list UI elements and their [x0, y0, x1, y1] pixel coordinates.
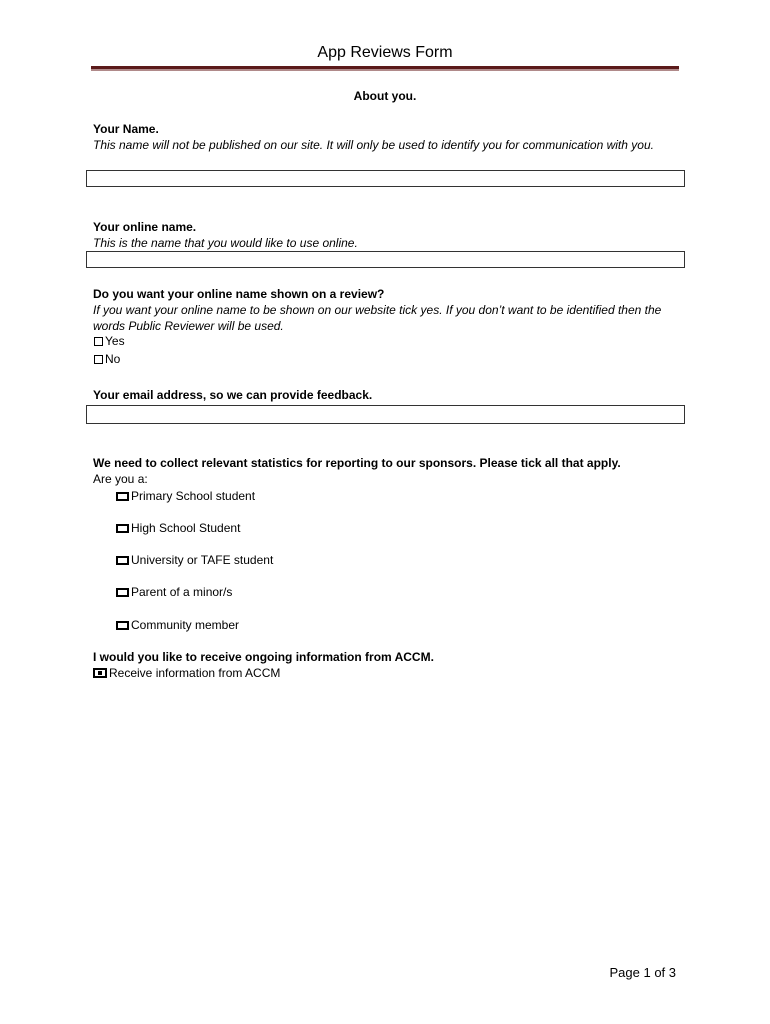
name-input[interactable] — [87, 174, 684, 189]
option-no[interactable] — [94, 352, 120, 366]
online-name-field[interactable] — [86, 251, 685, 268]
stats-prompt: Are you a: — [93, 472, 148, 486]
page-number: Page 1 of 3 — [609, 965, 676, 980]
option-no-label: No — [105, 352, 121, 366]
online-name-label: Your online name. — [93, 220, 197, 234]
option-university[interactable] — [116, 553, 273, 567]
university-label: University or TAFE student — [131, 553, 274, 567]
primary-school-checkbox[interactable] — [116, 492, 129, 501]
stats-label: We need to collect relevant statistics for reporting to our sponsors. Please tick all that apply. — [93, 456, 621, 470]
show-name-hint: If you want your online name to be shown on our website tick yes. If you don’t want to be identified then the words Public Reviewer will be used. — [93, 303, 662, 333]
option-primary-school[interactable] — [116, 489, 255, 503]
no-checkbox[interactable] — [94, 355, 103, 364]
high-school-checkbox[interactable] — [116, 524, 129, 533]
parent-checkbox[interactable] — [116, 588, 129, 597]
form-title: App Reviews Form — [317, 44, 453, 61]
email-label: Your email address, so we can provide feedback. — [93, 388, 373, 402]
online-name-input[interactable] — [87, 255, 684, 270]
option-receive-info[interactable] — [93, 666, 280, 680]
receive-info-checkbox[interactable] — [93, 668, 107, 678]
option-yes[interactable] — [94, 334, 125, 348]
receive-info-label: Receive information from ACCM — [109, 666, 281, 680]
parent-label: Parent of a minor/s — [131, 585, 233, 599]
info-label: I would you like to receive ongoing information from ACCM. — [93, 650, 434, 664]
primary-school-label: Primary School student — [131, 489, 256, 503]
option-community[interactable] — [116, 618, 239, 632]
name-label: Your Name. — [93, 122, 159, 136]
option-yes-label: Yes — [105, 334, 125, 348]
email-input[interactable] — [87, 408, 684, 425]
name-field[interactable] — [86, 170, 685, 187]
high-school-label: High School Student — [131, 521, 241, 535]
email-field[interactable] — [86, 405, 685, 424]
online-name-hint: This is the name that you would like to use online. — [93, 236, 358, 250]
yes-checkbox[interactable] — [94, 337, 103, 346]
section-title: About you. — [353, 89, 417, 103]
community-label: Community member — [131, 618, 240, 632]
name-hint: This name will not be published on our site. It will only be used to identify you for communication with you. — [93, 138, 654, 152]
option-high-school[interactable] — [116, 521, 240, 535]
show-name-label: Do you want your online name shown on a review? — [93, 287, 385, 301]
community-checkbox[interactable] — [116, 621, 129, 630]
title-rule-shadow — [91, 69, 679, 71]
option-parent[interactable] — [116, 585, 232, 599]
university-checkbox[interactable] — [116, 556, 129, 565]
